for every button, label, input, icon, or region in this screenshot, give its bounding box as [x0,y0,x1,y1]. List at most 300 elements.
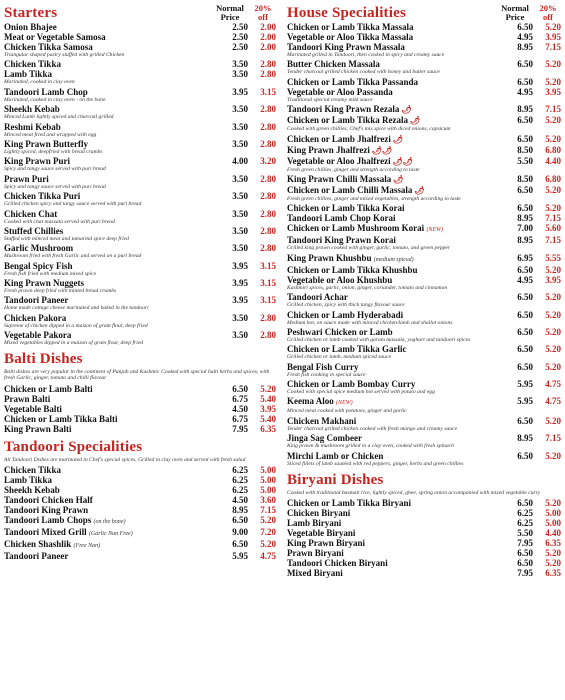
discount-price: 3.95 [545,274,561,285]
item-title: Tandoori Lamb Chop [4,86,88,97]
normal-price: 6.50 [232,538,248,549]
discount-price: 4.75 [260,550,276,561]
menu-item [287,22,561,32]
item-name [287,156,495,167]
menu-item [4,69,276,79]
item-name [287,253,495,265]
normal-price: 6.50 [517,450,533,461]
menu-item [4,59,276,69]
item-title: Vegetable or Aloo Passanda [287,86,393,97]
item-title: King Prawn Chilli Massala [287,173,392,184]
item-description: Tender charcoal grilled chicken cooked with honey and butter sauce [287,69,440,76]
normal-price: 3.50 [232,138,248,149]
menu-item [4,261,276,271]
discount-price: 2.80 [260,191,276,202]
tandoori-section [4,438,276,561]
discount-price: 5.20 [545,450,561,461]
item-title: King Prawn Butterfly [4,138,88,149]
discount-price: 5.20 [545,497,561,508]
discount-price: 2.00 [260,22,276,32]
item-title: Chicken Pakora [4,312,67,323]
item-name [287,174,495,185]
normal-price: 3.95 [232,278,248,289]
normal-price: 3.50 [232,208,248,219]
item-description: Mixed vegetables dipped in a maizon of gram flour, deep fried [4,340,144,347]
menu-item [4,278,276,288]
menu-item [287,416,561,426]
menu-item [4,330,276,340]
menu-item [287,77,561,87]
normal-price: 6.95 [517,252,533,263]
new-badge: (NEW) [336,400,353,407]
normal-price: 5.95 [517,396,533,407]
starters-section [4,4,276,346]
item-title: Chicken or Lamb Chilli Massala [287,184,413,195]
item-title: Chicken Tikka Samosa [4,42,93,52]
item-title: King Prawn Balti [4,423,72,434]
item-title: Peshwari Chicken or Lamb [287,326,393,337]
item-description: Grilled chicken spicy and tangy sauce served with puri bread [4,201,142,208]
item-name [4,515,210,527]
item-title: Chicken or Lamb Tikka Khushbu [287,264,418,275]
chili-icon: 🌶 [401,105,412,115]
item-description: Marinated, cooked in clay oven [4,79,75,86]
menu-item [287,327,561,337]
discount-price: 2.80 [260,59,276,70]
item-description: Home made cottage cheese marinated and baked in the tandoori [4,305,149,312]
normal-price: 3.50 [232,243,248,254]
item-title: Chicken Tikka [4,59,61,70]
menu-item [287,87,561,97]
discount-price: 5.20 [545,557,561,568]
menu-item [287,203,561,213]
menu-item [287,508,561,518]
item-name [287,265,495,275]
menu-item [4,394,276,404]
item-title: Tandoori King Prawn Rezala [287,104,400,115]
discount-price: 3.95 [545,32,561,42]
item-description: Grilled chicken, spicy with thick tangy flavour sauce [287,302,405,309]
item-title: Reshmi Kebab [4,121,61,132]
item-description: Sliced fillets of lamb sautéed with red peppers, ginger, herbs and green chillies [287,460,464,467]
item-title: Chicken or Lamb Tikka Rezala [287,115,409,126]
discount-price: 5.20 [545,264,561,275]
item-note: (Free Nan) [73,542,101,549]
item-name [287,416,495,426]
item-description: Minced Lamb lightly spiced and charcoal grilled [4,114,114,121]
normal-price: 6.50 [517,344,533,355]
normal-price: 6.75 [232,413,248,424]
item-title: Bengal Fish Curry [287,361,359,372]
normal-price: 7.95 [517,567,533,578]
discount-price: 3.95 [545,86,561,97]
tandoori-note: All Tandoori Dishes are marinated in Chef's special spices, Grilled in clay oven and served with fresh salad [4,456,246,463]
normal-price: 5.50 [517,527,533,538]
menu-item [287,451,561,461]
item-name [287,379,495,389]
discount-price: 2.00 [260,42,276,52]
item-description: Marinated grilled in Tandoori, then cooked in spicy and creamy sauce [287,52,445,58]
normal-price: 6.50 [517,557,533,568]
discount-price: 5.20 [260,383,276,394]
item-title: Tandoori King Prawn Korai [287,235,396,246]
item-name [287,362,495,372]
item-description: Cooked with chat massala served with puri bread [4,218,115,225]
item-description: King prawn & mushroom grilled in a clay oven, cooked with fresh spinach [287,443,454,450]
discount-price: 5.20 [545,22,561,32]
discount-price: 5.20 [545,309,561,320]
discount-price: 3.95 [260,403,276,414]
discount-price: 7.15 [545,213,561,224]
normal-price: 8.50 [517,144,533,155]
item-title: Tandoori Lamb Chop Korai [287,213,396,224]
price-columns-header-right [495,4,561,22]
item-name [4,139,210,149]
discount-price: 5.00 [260,464,276,475]
item-note: (Garlic Nan Free) [88,530,133,537]
item-title: Chicken or Lamb Hyderabadi [287,309,404,320]
item-title: Tandoori Lamb Chops [4,514,92,525]
item-description: Kashmiri spices, garlic, onion, ginger, coriander, tomato and cinnamon [287,284,448,291]
menu-item [4,22,276,32]
item-name [287,538,495,548]
house-section [287,4,561,467]
discount-price: 7.15 [545,104,561,115]
normal-price: 6.50 [517,547,533,558]
menu-item [4,32,276,42]
menu-item [287,310,561,320]
menu-item [287,379,561,389]
chili-icon: 🌶🌶 [371,145,393,155]
item-title: Keema Aloo [287,396,334,407]
discount-price: 5.20 [545,203,561,214]
normal-price: 6.25 [232,464,248,475]
item-name [4,69,210,79]
menu-item [287,253,561,265]
normal-price: 3.95 [232,295,248,306]
menu-item [4,243,276,253]
discount-price: 6.35 [260,423,276,434]
menu-item [287,396,561,408]
item-name [4,261,210,271]
item-title: Vegetable Pakora [4,330,72,341]
item-description: Fresh fish fried with medium mixed spice [4,270,97,277]
item-name [4,156,210,166]
starters-title: Starters [4,5,58,21]
normal-price: 3.95 [232,260,248,271]
discount-price: 7.15 [545,42,561,52]
balti-section [4,350,276,433]
normal-price: 6.50 [517,292,533,303]
menu-item [4,414,276,424]
menu-item [4,139,276,149]
item-description: Tender charcoal grilled chicken cooked with fresh mango and creamy sauce [287,425,458,432]
item-name [287,275,495,285]
balti-list [4,384,276,434]
menu-item [4,156,276,166]
item-title: Bengal Spicy Fish [4,260,73,271]
item-title: King Prawn Jhalfrezi [287,144,370,155]
balti-note: Balti dishes are very popular in the continent of Punjab and Kashmir. Cooked with special balti herbs and spices, with fresh Garlic, ginger, tomato and chilli flavour [4,369,270,382]
item-description: Fresh fish cooking in special sauce [287,371,366,378]
item-title: King Prawn Biryani [287,537,366,548]
item-name [4,330,210,340]
discount-price: 5.60 [545,223,561,234]
menu-item [4,87,276,97]
item-description: Fresh green chillies, ginger and strength according to taste [287,166,420,173]
menu-item [4,384,276,394]
item-title: Chicken or Lamb Tikka Massala [287,22,414,32]
item-name [4,243,210,253]
menu-item [287,42,561,52]
item-title: Chicken Tikka Puri [4,191,81,202]
menu-item [287,145,561,156]
normal-price: 6.50 [517,361,533,372]
menu-item [287,498,561,508]
item-name [287,145,495,156]
tandoori-title: Tandoori Specialities [4,438,143,455]
item-name [287,568,495,578]
discount-price: 2.80 [260,173,276,184]
normal-price: 5.95 [517,379,533,390]
normal-price: 6.50 [517,76,533,87]
discount-price: 2.00 [260,32,276,42]
item-name [4,174,210,184]
item-name [287,203,495,213]
normal-price: 5.50 [517,155,533,166]
item-title: Mirchi Lamb or Chicken [287,450,384,461]
discount-price: 5.20 [545,133,561,144]
normal-price: 6.50 [517,59,533,70]
chili-icon: 🌶 [392,134,404,144]
menu-item [287,174,561,185]
discount-price: 5.20 [260,538,276,549]
item-title: Tandoori Paneer [4,550,69,561]
normal-price: 8.95 [517,433,533,444]
item-name [287,310,495,320]
item-name [4,485,210,495]
discount-price: 3.15 [260,86,276,97]
discount-price: 2.80 [260,69,276,80]
normal-price-header-right: Normal Price [501,3,529,22]
normal-price: 6.25 [232,474,248,485]
house-list [287,22,561,467]
item-name [4,475,210,485]
discount-price: 5.20 [545,361,561,372]
item-name [4,404,210,414]
item-title: Chicken or Lamb Tikka Balti [4,413,118,424]
menu-item [4,122,276,132]
item-name [4,59,210,69]
normal-price: 6.50 [232,383,248,394]
left-column [4,4,276,565]
item-name [4,42,210,52]
normal-price: 3.95 [232,86,248,97]
discount-price: 4.75 [545,396,561,407]
balti-title: Balti Dishes [4,351,83,368]
menu-item [287,235,561,245]
item-description: Traditional special creamy mild sauce [287,96,373,103]
chili-icon: 🌶 [410,116,421,126]
item-description: Grilled chicken or lamb, medium spiced sauce [287,354,391,361]
item-title: Chicken or Lamb Tikka Garlic [287,344,407,355]
discount-price: 5.20 [545,326,561,337]
biryani-note: Cooked with traditional basmati rice, lightly spiced, ghee, spring onion accompanied with mixed vegetable curry [287,489,541,496]
item-name [4,424,210,434]
discount-price: 3.15 [260,260,276,271]
item-description: Minced meat cooked with potatoes, ginger and garlic [287,408,407,415]
normal-price: 3.50 [232,312,248,323]
item-title: Lamb Tikka [4,474,52,485]
item-title: Chicken Shashlik [4,538,72,549]
normal-price: 5.95 [232,550,248,561]
item-description: Stuffed with minced meat and tamarind spice deep fried [4,235,129,242]
menu-item [287,275,561,285]
item-name [4,104,210,114]
item-title: Vegetable or Aloo Tikka Massala [287,32,414,42]
item-title: Vegetable or Aloo Jhalfrezi [287,155,391,166]
discount-price: 3.15 [260,278,276,289]
item-title: Prawn Puri [4,173,49,184]
discount-price: 4.75 [545,379,561,390]
normal-price: 4.95 [517,86,533,97]
discount-price: 5.00 [260,474,276,485]
item-name [287,115,495,126]
item-name [287,451,495,461]
item-name [4,278,210,288]
discount-price: 7.15 [545,235,561,246]
item-title: Chicken or Lamb Tikka Passanda [287,76,419,87]
item-title: Vegetable Balti [4,403,62,414]
menu-item [4,424,276,434]
menu-item [287,213,561,223]
item-title: Chicken Chat [4,208,58,219]
menu-item [287,558,561,568]
right-column [287,4,561,582]
normal-price: 7.95 [232,423,248,434]
discount-price: 3.20 [260,156,276,167]
discount-price: 5.20 [545,184,561,195]
item-name [287,59,495,69]
discount-price: 5.40 [260,393,276,404]
item-description: Supreme of chicken dipped in a maizon of gram flour, deep fried [4,322,148,329]
menu-item [4,404,276,414]
normal-price: 8.50 [517,173,533,184]
item-title: Tandoori Paneer [4,295,69,306]
menu-item [287,433,561,443]
discount-price: 7.15 [545,433,561,444]
item-note: (medium spiced) [373,256,414,263]
menu-item [4,42,276,52]
normal-price: 6.25 [517,507,533,518]
item-title: Vegetable Biryani [287,527,356,538]
item-description: Fresh green chillies, ginger and mixed vegetables, strength according to taste [287,195,461,202]
normal-price: 3.50 [232,225,248,236]
normal-price: 6.50 [517,326,533,337]
menu-item [287,156,561,167]
discount-price: 5.20 [545,415,561,426]
item-note: (on the bone) [93,518,126,525]
menu-item [287,292,561,302]
biryani-title: Biryani Dishes [287,471,384,488]
item-description: Triangular shaped pastry stuffed with grilled Chicken [4,52,125,58]
item-description: Mushroom fried with fresh Garlic and served on a puri bread [4,253,142,260]
discount-price: 5.20 [545,547,561,558]
item-name [4,505,210,515]
item-title: Chicken or Lamb Jhalfrezi [287,133,391,144]
house-title: House Specialities [287,5,407,21]
item-name [287,558,495,568]
biryani-list [287,498,561,578]
item-title: Chicken Biryani [287,507,351,518]
normal-price: 2.50 [232,22,248,32]
normal-price: 4.95 [517,32,533,42]
item-description: Fresh prawn deep fried with minted bread crumbs [4,288,117,295]
price-columns-header [210,4,276,22]
item-name [287,32,495,42]
menu-item [4,527,276,539]
menu-item [4,295,276,305]
chili-icon: 🌶 [414,185,425,195]
normal-price: 2.50 [232,32,248,42]
item-name [4,226,210,236]
normal-price: 6.50 [517,264,533,275]
item-name [4,22,210,32]
discount-price: 5.20 [545,344,561,355]
menu-item [287,344,561,354]
tandoori-list [4,465,276,561]
discount-price: 5.20 [260,514,276,525]
discount-price: 3.60 [260,494,276,505]
normal-price: 3.50 [232,104,248,115]
menu-item [287,362,561,372]
item-title: Onion Bhajee [4,22,57,32]
discount-price: 2.80 [260,104,276,115]
menu-item [4,209,276,219]
menu-item [287,528,561,538]
item-name [287,396,495,408]
item-name [287,42,495,52]
menu-item [4,551,276,561]
item-title: Chicken or Lamb Tikka Biryani [287,497,412,508]
normal-price: 4.50 [232,403,248,414]
item-name [4,414,210,424]
item-name [4,539,210,551]
normal-price: 6.50 [517,133,533,144]
item-description: Spicy and tangy sauce served with puri bread [4,183,106,190]
normal-price: 2.50 [232,42,248,52]
menu-item [4,475,276,485]
discount-price: 5.00 [260,484,276,495]
item-title: King Prawn Khushbu [287,252,372,263]
normal-price: 6.50 [232,514,248,525]
discount-price: 3.15 [260,295,276,306]
normal-price: 8.95 [517,213,533,224]
item-title: Tandoori Chicken Biryani [287,557,388,568]
normal-price: 6.50 [517,115,533,126]
normal-price: 7.00 [517,223,533,234]
item-name [287,548,495,558]
item-name [4,394,210,404]
normal-price: 8.95 [517,42,533,52]
normal-price: 4.95 [517,274,533,285]
menu-item [287,32,561,42]
normal-price: 8.95 [517,104,533,115]
item-name [287,327,495,337]
normal-price: 8.95 [232,504,248,515]
normal-price: 9.00 [232,526,248,537]
item-title: Tandoori King Prawn Massala [287,42,405,52]
